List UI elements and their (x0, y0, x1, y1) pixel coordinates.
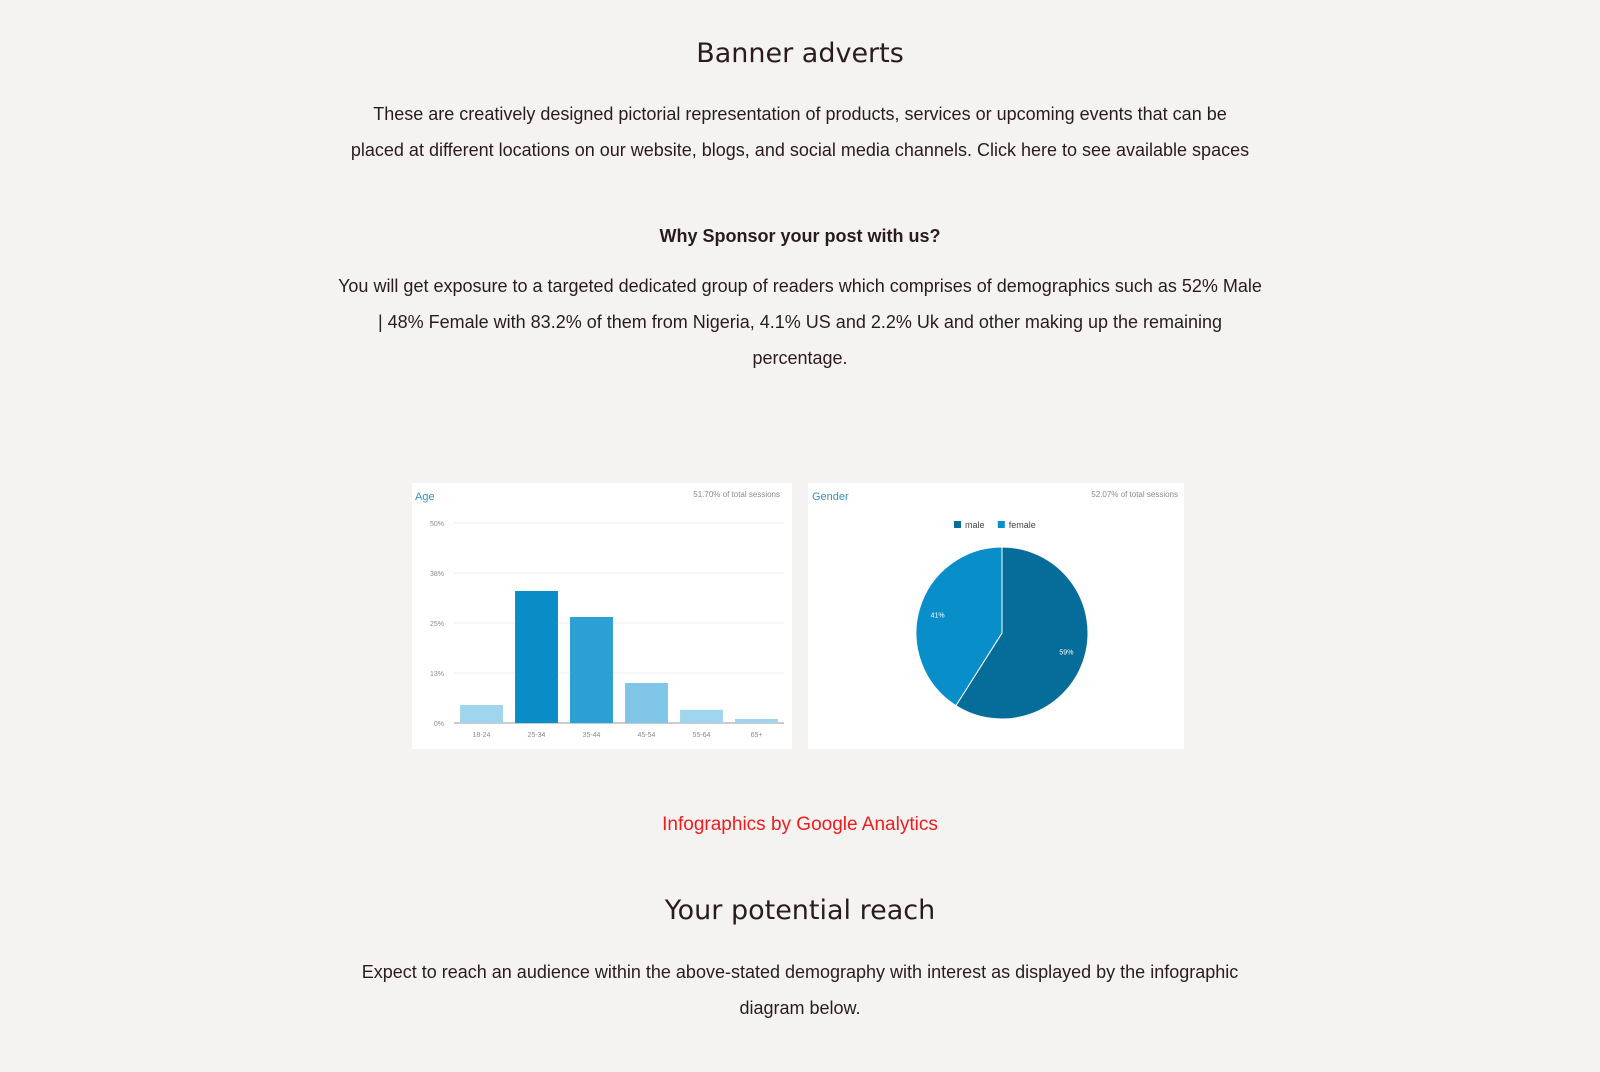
age-x-tick-label: 25-34 (527, 732, 546, 739)
banner-adverts-description: These are creatively designed pictorial representation of products, services or upcoming events that can be placed at different locations on our website, blogs, and social media channels. Click here to see available spaces (350, 104, 1250, 160)
age-y-tick-label: 38% (429, 571, 444, 578)
age-x-tick-label: 18-24 (472, 732, 491, 739)
sponsor-heading: Why Sponsor your post with us? (659, 226, 941, 246)
infographics-credit-link[interactable]: Infographics by Google Analytics (662, 814, 938, 835)
age-y-tick-label: 13% (429, 671, 444, 678)
legend-label-male: male (965, 520, 985, 530)
age-y-tick-label: 25% (429, 621, 444, 628)
age-bar-55-64 (680, 710, 723, 723)
gender-pie-chart (808, 483, 1184, 749)
sponsor-description: You will get exposure to a targeted dedicated group of readers which comprises of demographics such as 52% Male | 48% Female with 83.2% of them from Nigeria, 4.1% US and 2.2% Uk and other making up the remaining percentage. (338, 276, 1262, 368)
banner-adverts-title: Banner adverts (696, 38, 904, 69)
age-y-tick-label: 50% (429, 521, 444, 528)
age-chart-title: Age (415, 491, 435, 503)
age-x-tick-label: 45-54 (637, 732, 656, 739)
age-chart-subtitle: 51.70% of total sessions (693, 490, 780, 499)
legend-swatch-male (954, 521, 961, 528)
age-bar-65+ (735, 719, 778, 723)
gender-chart-panel (808, 483, 1184, 749)
gender-chart-subtitle: 52.07% of total sessions (1091, 490, 1178, 499)
age-chart-panel (412, 483, 792, 749)
age-bar-chart (412, 483, 792, 749)
age-bar-18-24 (460, 705, 503, 723)
demographics-infographic (412, 483, 1184, 749)
potential-reach-title: Your potential reach (664, 895, 936, 926)
pie-label-female: 41% (930, 612, 945, 620)
age-bar-25-34 (515, 591, 558, 723)
age-x-tick-label: 35-44 (582, 732, 601, 739)
age-x-tick-label: 55-64 (692, 732, 711, 739)
potential-reach-description: Expect to reach an audience within the above-stated demography with interest as displayed by the infographic diagram below. (361, 962, 1239, 1018)
pie-label-male: 59% (1059, 649, 1074, 657)
gender-chart-title: Gender (812, 491, 849, 503)
legend-swatch-female (998, 521, 1005, 528)
age-x-tick-label: 65+ (750, 732, 763, 739)
age-bar-35-44 (570, 617, 613, 723)
legend-label-female: female (1008, 520, 1036, 530)
age-bar-45-54 (625, 683, 668, 723)
age-y-tick-label: 0% (433, 721, 444, 728)
